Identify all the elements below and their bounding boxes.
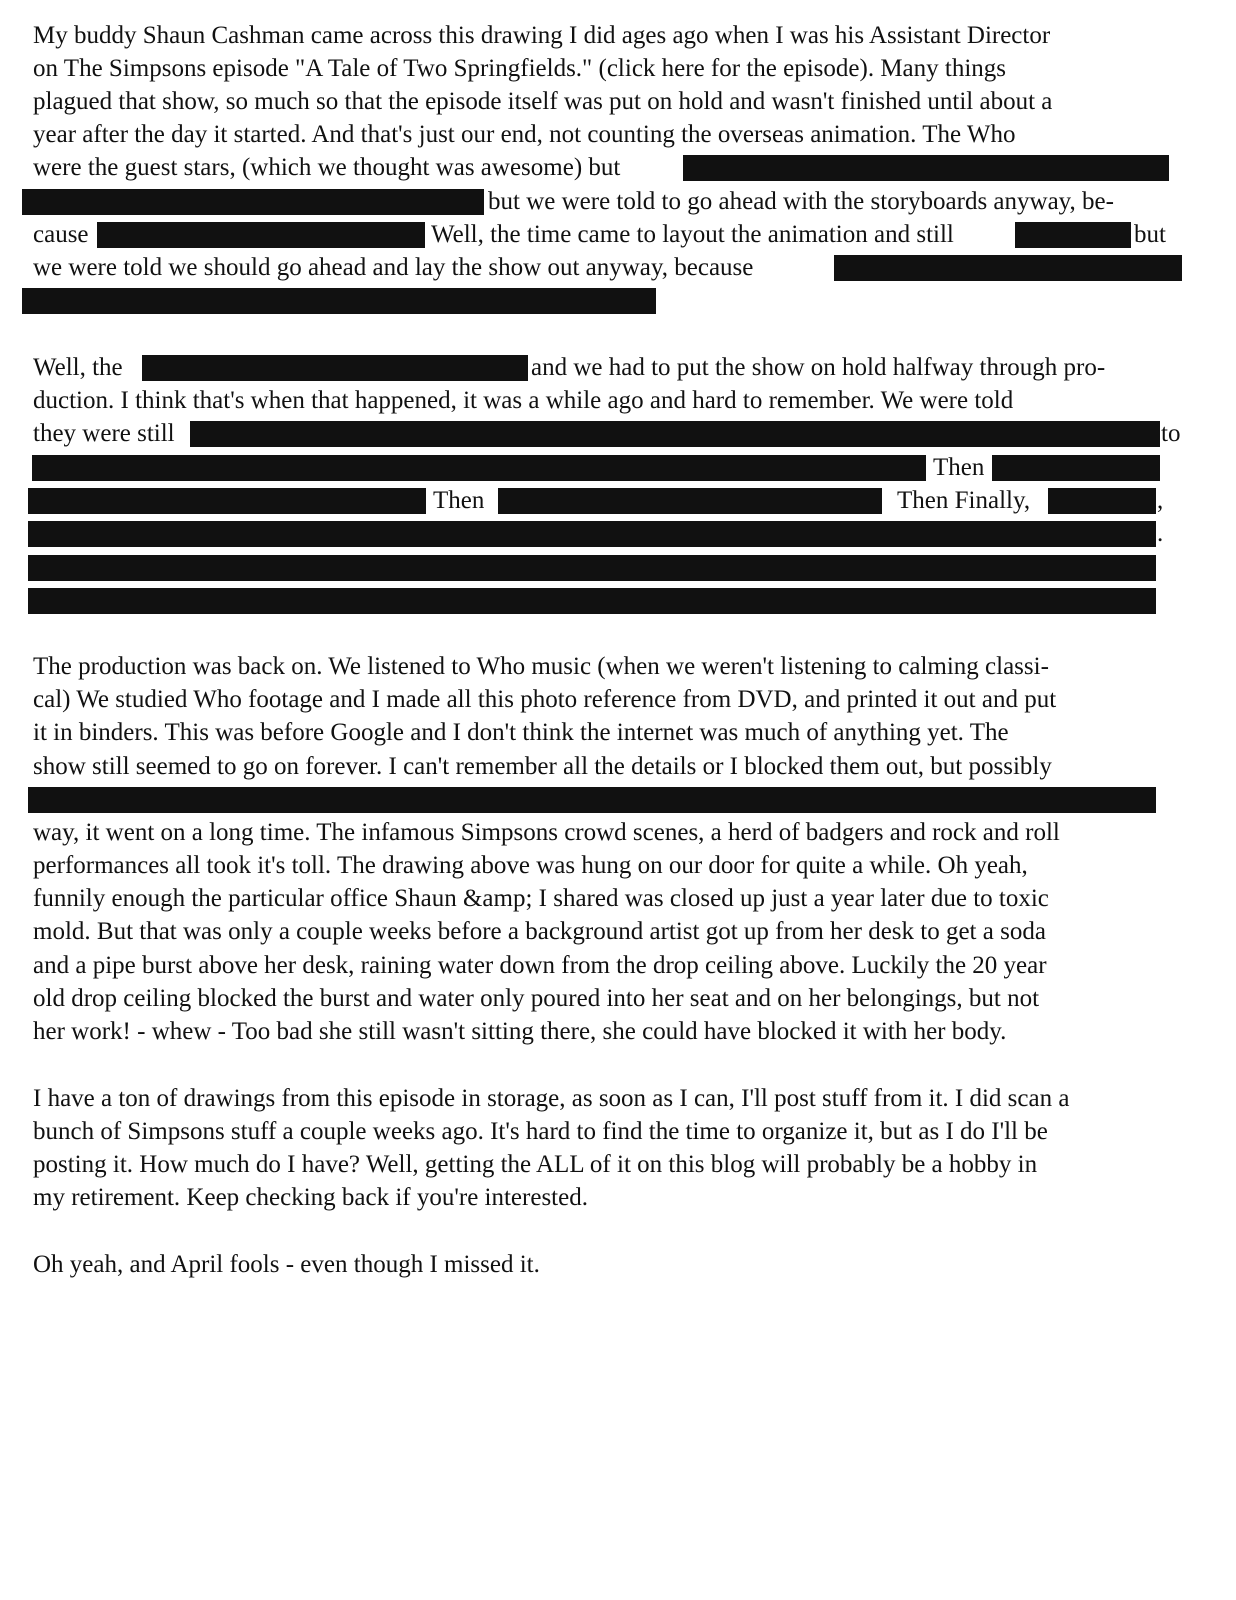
redaction-bar xyxy=(992,455,1160,481)
text-segment: and a pipe burst above her desk, raining water down from the drop ceiling above. Luckily the 20 year xyxy=(33,952,1047,979)
text-line xyxy=(0,85,1236,119)
text-segment: on The Simpsons episode "A Tale of Two Springfields." (click here for the episode). Many things xyxy=(33,55,1007,82)
redaction-bar xyxy=(498,488,882,514)
text-segment: posting it. How much do I have? Well, getting the ALL of it on this blog will probably be a hobby in xyxy=(33,1151,1038,1178)
text-line xyxy=(0,816,1236,850)
text-segment: My buddy Shaun Cashman came across this drawing I did ages ago when I was his Assistant Director xyxy=(33,22,1051,49)
text-segment: cause xyxy=(33,221,89,248)
text-line xyxy=(0,1181,1236,1215)
text-line xyxy=(0,915,1236,949)
redaction-bar xyxy=(22,189,484,215)
text-segment: old drop ceiling blocked the burst and water only poured into her seat and on her belongings, but not xyxy=(33,985,1040,1012)
text-line xyxy=(0,650,1236,684)
text-segment: show still seemed to go on forever. I can't remember all the details or I blocked them out, but possibly xyxy=(33,753,1052,780)
text-line xyxy=(0,351,1236,385)
text-segment: Oh yeah, and April fools - even though I missed it. xyxy=(33,1251,540,1278)
text-line xyxy=(0,484,1236,518)
text-segment: we were told we should go ahead and lay the show out anyway, because xyxy=(33,254,754,281)
text-segment: it in binders. This was before Google and I don't think the internet was much of anything yet. The xyxy=(33,719,1009,746)
text-segment: way, it went on a long time. The infamous Simpsons crowd scenes, a herd of badgers and rock and roll xyxy=(33,819,1060,846)
text-line xyxy=(0,683,1236,717)
text-line xyxy=(0,1115,1236,1149)
text-line xyxy=(0,584,1236,618)
text-segment: performances all took it's toll. The drawing above was hung on our door for quite a while. Oh yeah, xyxy=(33,852,1028,879)
text-segment: were the guest stars, (which we thought was awesome) but xyxy=(33,154,621,181)
text-segment: plagued that show, so much so that the episode itself was put on hold and wasn't finished until about a xyxy=(33,88,1053,115)
redaction-bar xyxy=(28,787,1156,813)
text-segment: Then xyxy=(433,487,485,514)
text-segment: Well, the xyxy=(33,354,123,381)
text-line xyxy=(0,417,1236,451)
text-segment: Then Finally, xyxy=(897,487,1031,514)
text-line xyxy=(0,384,1236,418)
text-segment: Then xyxy=(933,454,985,481)
redaction-bar xyxy=(834,255,1182,281)
text-segment: duction. I think that's when that happened, it was a while ago and hard to remember. We were told xyxy=(33,387,1014,414)
text-segment: , xyxy=(1157,487,1164,514)
text-line xyxy=(0,1148,1236,1182)
redaction-bar xyxy=(28,488,426,514)
text-line xyxy=(0,52,1236,86)
text-line xyxy=(0,517,1236,551)
text-line xyxy=(0,750,1236,784)
text-segment: The production was back on. We listened to Who music (when we weren't listening to calming classi- xyxy=(33,653,1049,680)
redaction-bar xyxy=(28,588,1156,614)
text-line xyxy=(0,551,1236,585)
text-segment: I have a ton of drawings from this episode in storage, as soon as I can, I'll post stuff from it. I did scan a xyxy=(33,1085,1070,1112)
text-segment: . xyxy=(1157,520,1164,547)
redaction-bar xyxy=(22,288,656,314)
text-segment: but xyxy=(1134,221,1166,248)
redaction-bar xyxy=(190,421,1160,447)
redaction-bar xyxy=(28,521,1156,547)
text-line xyxy=(0,783,1236,817)
text-line xyxy=(0,218,1236,252)
redaction-bar xyxy=(1048,488,1156,514)
text-line xyxy=(0,1248,1236,1282)
text-segment: they were still xyxy=(33,420,175,447)
text-segment: cal) We studied Who footage and I made all this photo reference from DVD, and printed it out and put xyxy=(33,686,1057,713)
text-line xyxy=(0,882,1236,916)
text-segment: Well, the time came to layout the animation and still xyxy=(431,221,954,248)
text-line xyxy=(0,716,1236,750)
redaction-bar xyxy=(683,155,1169,181)
text-segment: bunch of Simpsons stuff a couple weeks ago. It's hard to find the time to organize it, but as I do I'll be xyxy=(33,1118,1048,1145)
text-segment: and we had to put the show on hold halfway through pro- xyxy=(531,354,1106,381)
redaction-bar xyxy=(28,555,1156,581)
text-line xyxy=(0,451,1236,485)
text-line xyxy=(0,19,1236,53)
text-segment: my retirement. Keep checking back if you're interested. xyxy=(33,1184,588,1211)
text-segment: mold. But that was only a couple weeks before a background artist got up from her desk to get a soda xyxy=(33,918,1046,945)
text-line xyxy=(0,118,1236,152)
redaction-bar xyxy=(32,455,926,481)
text-segment: but we were told to go ahead with the storyboards anyway, be- xyxy=(488,188,1114,215)
redaction-bar xyxy=(97,222,425,248)
text-segment: year after the day it started. And that's just our end, not counting the overseas animation. The Who xyxy=(33,121,1016,148)
text-line xyxy=(0,1082,1236,1116)
text-segment: funnily enough the particular office Shaun &amp; I shared was closed up just a year later due to toxic xyxy=(33,885,1049,912)
text-line xyxy=(0,982,1236,1016)
text-line xyxy=(0,251,1236,285)
text-line xyxy=(0,949,1236,983)
text-line xyxy=(0,185,1236,219)
text-line xyxy=(0,284,1236,318)
redaction-bar xyxy=(1015,222,1131,248)
redaction-bar xyxy=(142,355,528,381)
text-line xyxy=(0,1015,1236,1049)
text-segment: to xyxy=(1161,420,1181,447)
text-segment: her work! - whew - Too bad she still wasn't sitting there, she could have blocked it with her body. xyxy=(33,1018,1007,1045)
text-line xyxy=(0,849,1236,883)
text-line xyxy=(0,151,1236,185)
